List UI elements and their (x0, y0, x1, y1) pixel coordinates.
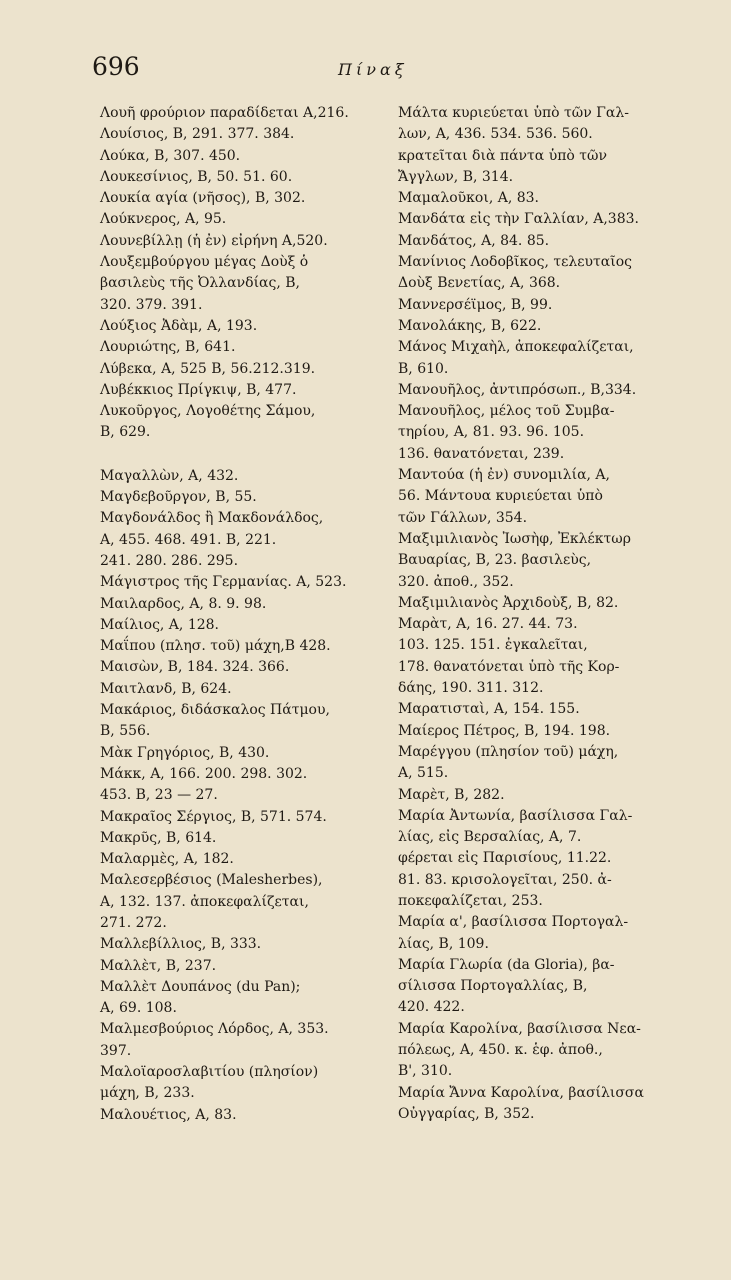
index-entry (100, 934, 382, 955)
index-entry-line: Μάκκ, Α, 166. 200. 298. 302. (100, 765, 308, 782)
index-column-right (398, 103, 688, 1125)
index-entry-line: Λουριώτης, Β, 641. (100, 339, 236, 356)
index-entry (398, 785, 688, 806)
index-column-left (100, 103, 382, 1126)
index-entry-line: πόλεως, Α, 450. κ. ἑφ. ἀποθ., (398, 1042, 603, 1059)
index-entry-line: 178. θανατόνεται ὑπὸ τῆς Κορ- (398, 658, 620, 675)
index-entry-line: Μαγδεβοῦργον, Β, 55. (100, 489, 257, 506)
index-entry (100, 828, 382, 849)
index-entry (398, 295, 688, 316)
index-entry-line: λίας, εἰς Βερσαλίας, Α, 7. (398, 829, 582, 846)
section-gap (100, 444, 382, 466)
index-entry-line: Μὰκ Γρηγόριος, Β, 430. (100, 744, 270, 761)
index-entry-line: Λύβεκα, Α, 525 Β, 56.212.319. (100, 360, 316, 377)
index-entry (100, 636, 382, 657)
index-entry (100, 657, 382, 678)
index-entry-line: βασιλεὺς τῆς Ὀλλανδίας, Β, (100, 275, 300, 292)
index-entry (398, 401, 688, 465)
index-entry-line: Μαρέγγου (πλησίον τοῦ) μάχη, (398, 743, 619, 760)
index-entry (100, 743, 382, 764)
index-entry-line: Μαρὲτ, Β, 282. (398, 786, 505, 803)
index-entry (100, 679, 382, 700)
index-entry (398, 337, 688, 380)
index-entry-line: Α, 69. 108. (100, 1000, 177, 1017)
index-entry (100, 466, 382, 487)
index-entry (100, 231, 382, 252)
index-entry-line: Β, 610. (398, 360, 449, 377)
index-entry-line: Λουνεβίλλῃ (ἡ ἐν) εἰρήνη Α,520. (100, 232, 328, 249)
index-entry-line: Μαισὼν, Β, 184. 324. 366. (100, 659, 290, 676)
index-entry-line: Β, 556. (100, 723, 151, 740)
index-entry-line: Μανίνιος Λοδοβῖκος, τελευταῖος (398, 254, 633, 271)
index-entry-line: μάχη, Β, 233. (100, 1085, 195, 1102)
index-entry (398, 1019, 688, 1083)
index-entry-line: Λουίσιος, Β, 291. 377. 384. (100, 126, 295, 143)
index-entry (100, 124, 382, 145)
index-entry (100, 764, 382, 807)
index-entry-line: Μαρία Καρολίνα, βασίλισσα Νεα- (398, 1020, 641, 1037)
index-entry (100, 615, 382, 636)
index-entry-line: Μαγαλλὼν, Α, 432. (100, 467, 239, 484)
index-entry-line: 320. ἀποθ., 352. (398, 573, 514, 590)
index-entry-line: 56. Μάντουα κυριεύεται ὑπὸ (398, 488, 603, 505)
index-entry (398, 103, 688, 188)
index-entry-line: Μαλλὲτ Δουπάνος (du Pan); (100, 978, 301, 995)
index-entry (100, 849, 382, 870)
index-entry-line: Λούκνερος, Α, 95. (100, 211, 227, 228)
index-entry (398, 209, 688, 230)
index-entry-line: Α, 515. (398, 765, 449, 782)
index-entry-line: Λυκοῦργος, Λογοθέτης Σάμου, (100, 403, 316, 420)
index-entry (100, 337, 382, 358)
index-entry-line: Λούξιος Ἀδὰμ, Α, 193. (100, 317, 258, 334)
index-entry (100, 209, 382, 230)
index-entry-line: Μαρατισταὶ, Α, 154. 155. (398, 701, 580, 718)
index-entry-line: Ἄγγλων, Β, 314. (398, 168, 514, 185)
index-entry (398, 806, 688, 912)
index-entry-line: Μανδάτος, Α, 84. 85. (398, 232, 550, 249)
index-entry (100, 977, 382, 1020)
index-entry (100, 401, 382, 444)
index-entry (398, 699, 688, 720)
index-entry (100, 807, 382, 828)
index-entry (398, 1083, 688, 1126)
index-entry-line: Μαλοϊαροσλαβιτίου (πλησίον) (100, 1064, 319, 1081)
index-entry-line: Μαλεσερβέσιος (Malesherbes), (100, 872, 323, 889)
index-entry-line: Μαξιμιλιανὸς Ἰωσὴφ, Ἐκλέκτωρ (398, 530, 631, 547)
index-entry-line: δάης, 190. 311. 312. (398, 680, 544, 697)
index-entry-line: 271. 272. (100, 914, 167, 931)
page-number: 696 (92, 52, 140, 81)
index-entry-line: Μάνος Μιχαὴλ, ἀποκεφαλίζεται, (398, 339, 634, 356)
index-entry-line: Μαΐπου (πλησ. τοῦ) μάχη,Β 428. (100, 638, 331, 655)
index-entry-line: Μακάριος, διδάσκαλος Πάτμου, (100, 702, 330, 719)
index-entry (100, 1062, 382, 1105)
index-entry-line: Βαυαρίας, Β, 23. βασιλεὺς, (398, 552, 592, 569)
index-entry-line: φέρεται εἰς Παρισίους, 11.22. (398, 850, 612, 867)
index-entry-line: Μαννερσέϊμος, Β, 99. (398, 296, 553, 313)
index-entry-line: Μάλτα κυριεύεται ὑπὸ τῶν Γαλ- (398, 105, 629, 121)
index-entry-line: 420. 422. (398, 999, 465, 1016)
index-entry-line: Μαξιμιλιανὸς Ἀρχιδοὺξ, Β, 82. (398, 594, 619, 611)
index-entry (100, 1019, 382, 1062)
index-entry (398, 721, 688, 742)
index-entry-line: 136. θανατόνεται, 239. (398, 445, 565, 462)
index-entry-line: Μανουῆλος, μέλος τοῦ Συμβα- (398, 403, 615, 420)
index-entry (100, 167, 382, 188)
index-entry-line: Μαρία Γλωρία (da Gloria), βα- (398, 956, 615, 973)
index-entry (100, 487, 382, 508)
index-entry-line: λίας, Β, 109. (398, 935, 489, 952)
index-entry (398, 912, 688, 955)
index-entry (100, 956, 382, 977)
index-entry-line: ποκεφαλίζεται, 253. (398, 892, 543, 909)
index-entry (100, 870, 382, 934)
index-entry-line: Μαγδονάλδος ἢ Μακδονάλδος, (100, 510, 324, 527)
index-entry (100, 380, 382, 401)
index-entry-line: Α, 455. 468. 491. Β, 221. (100, 531, 277, 548)
index-entry-line: 453. Β, 23 — 27. (100, 787, 218, 804)
index-entry-line: Δοὺξ Βενετίας, Α, 368. (398, 275, 561, 292)
index-entry-line: Μαιλαρδος, Α, 8. 9. 98. (100, 595, 267, 612)
index-entry-line: Β, 629. (100, 424, 151, 441)
index-entry (398, 316, 688, 337)
index-entry-line: 81. 83. κρισολογεῖται, 250. ἀ- (398, 871, 612, 888)
index-entry-line: Μαίλιος, Α, 128. (100, 616, 219, 633)
index-entry (398, 231, 688, 252)
index-entry-line: κρατεῖται διὰ πάντα ὑπὸ τῶν (398, 147, 607, 164)
index-entry-line: Μαρία Ἄννα Καρολίνα, βασίλισσα (398, 1084, 644, 1101)
index-entry-line: Λουξεμβούργου μέγας Δοὺξ ὁ (100, 254, 309, 271)
index-entry (100, 1105, 382, 1126)
index-entry-line: Λουῆ φρούριον παραδίδεται Α,216. (100, 105, 349, 121)
index-entry-line: λων, Α, 436. 534. 536. 560. (398, 126, 593, 143)
index-entry (100, 146, 382, 167)
index-entry (100, 572, 382, 593)
index-entry-line: Μανουῆλος, ἀντιπρόσωπ., Β,334. (398, 381, 637, 398)
index-entry-line: Μαντούα (ἡ ἐν) συνομιλία, Α, (398, 467, 610, 484)
index-entry (100, 594, 382, 615)
index-entry-line: Μαρία Ἀντωνία, βασίλισσα Γαλ- (398, 807, 633, 824)
index-entry (100, 700, 382, 743)
index-entry-line: Λυβέκκιος Πρίγκιψ, Β, 477. (100, 381, 297, 398)
index-entry (100, 252, 382, 316)
index-entry-line: Μανολάκης, Β, 622. (398, 317, 542, 334)
index-entry (398, 593, 688, 614)
index-entry (100, 508, 382, 572)
index-entry (398, 529, 688, 593)
index-entry (398, 742, 688, 785)
index-entry-line: Α, 132. 137. ἀποκεφαλίζεται, (100, 893, 309, 910)
index-entry-line: Μαίερος Πέτρος, Β, 194. 198. (398, 722, 611, 739)
index-entry-line: Μαιτλανδ, Β, 624. (100, 680, 232, 697)
running-title: Πίναξ (338, 60, 408, 79)
index-entry-line: Λουκία αγία (νῆσος), Β, 302. (100, 190, 306, 207)
index-entry-line: Μαρία α', βασίλισσα Πορτογαλ- (398, 914, 629, 931)
index-entry (398, 252, 688, 295)
index-entry-line: Μαλλεβίλλιος, Β, 333. (100, 936, 262, 953)
index-entry (100, 359, 382, 380)
index-entry-line: Λούκα, Β, 307. 450. (100, 147, 241, 164)
index-entry-line: Μαρὰτ, Α, 16. 27. 44. 73. (398, 616, 578, 633)
index-entry-line: Μαλμεσβούριος Λόρδος, Α, 353. (100, 1021, 329, 1038)
index-entry-line: Μαλαρμὲς, Α, 182. (100, 851, 234, 868)
index-entry (398, 614, 688, 699)
index-entry-line: Μάγιστρος τῆς Γερμανίας. Α, 523. (100, 574, 347, 591)
index-entry-line: Μακραῖος Σέργιος, Β, 571. 574. (100, 808, 327, 825)
index-entry (100, 188, 382, 209)
index-entry (398, 188, 688, 209)
index-entry-line: Μαλλὲτ, Β, 237. (100, 957, 217, 974)
index-entry-line: 103. 125. 151. ἐγκαλεῖται, (398, 637, 588, 654)
index-entry (398, 955, 688, 1019)
index-entry-line: τηρίου, Α, 81. 93. 96. 105. (398, 424, 585, 441)
index-entry-line: 320. 379. 391. (100, 296, 203, 313)
index-entry-line: 241. 280. 286. 295. (100, 552, 239, 569)
index-entry (398, 380, 688, 401)
index-entry-line: Μαλουέτιος, Α, 83. (100, 1106, 237, 1123)
index-entry-line: Β', 310. (398, 1063, 453, 1080)
index-entry (398, 465, 688, 529)
index-entry-line: Μακρῦς, Β, 614. (100, 829, 217, 846)
index-entry-line: τῶν Γάλλων, 354. (398, 509, 528, 526)
index-entry-line: Οὐγγαρίας, Β, 352. (398, 1105, 535, 1122)
index-entry-line: 397. (100, 1042, 132, 1059)
index-entry-line: Μαμαλοῦκοι, Α, 83. (398, 190, 539, 207)
index-entry-line: Μανδάτα εἰς τὴν Γαλλίαν, Α,383. (398, 211, 639, 228)
index-entry (100, 316, 382, 337)
index-entry-line: Λουκεσίνιος, Β, 50. 51. 60. (100, 168, 293, 185)
index-entry (100, 103, 382, 124)
index-entry-line: σίλισσα Πορτογαλλίας, Β, (398, 978, 588, 995)
